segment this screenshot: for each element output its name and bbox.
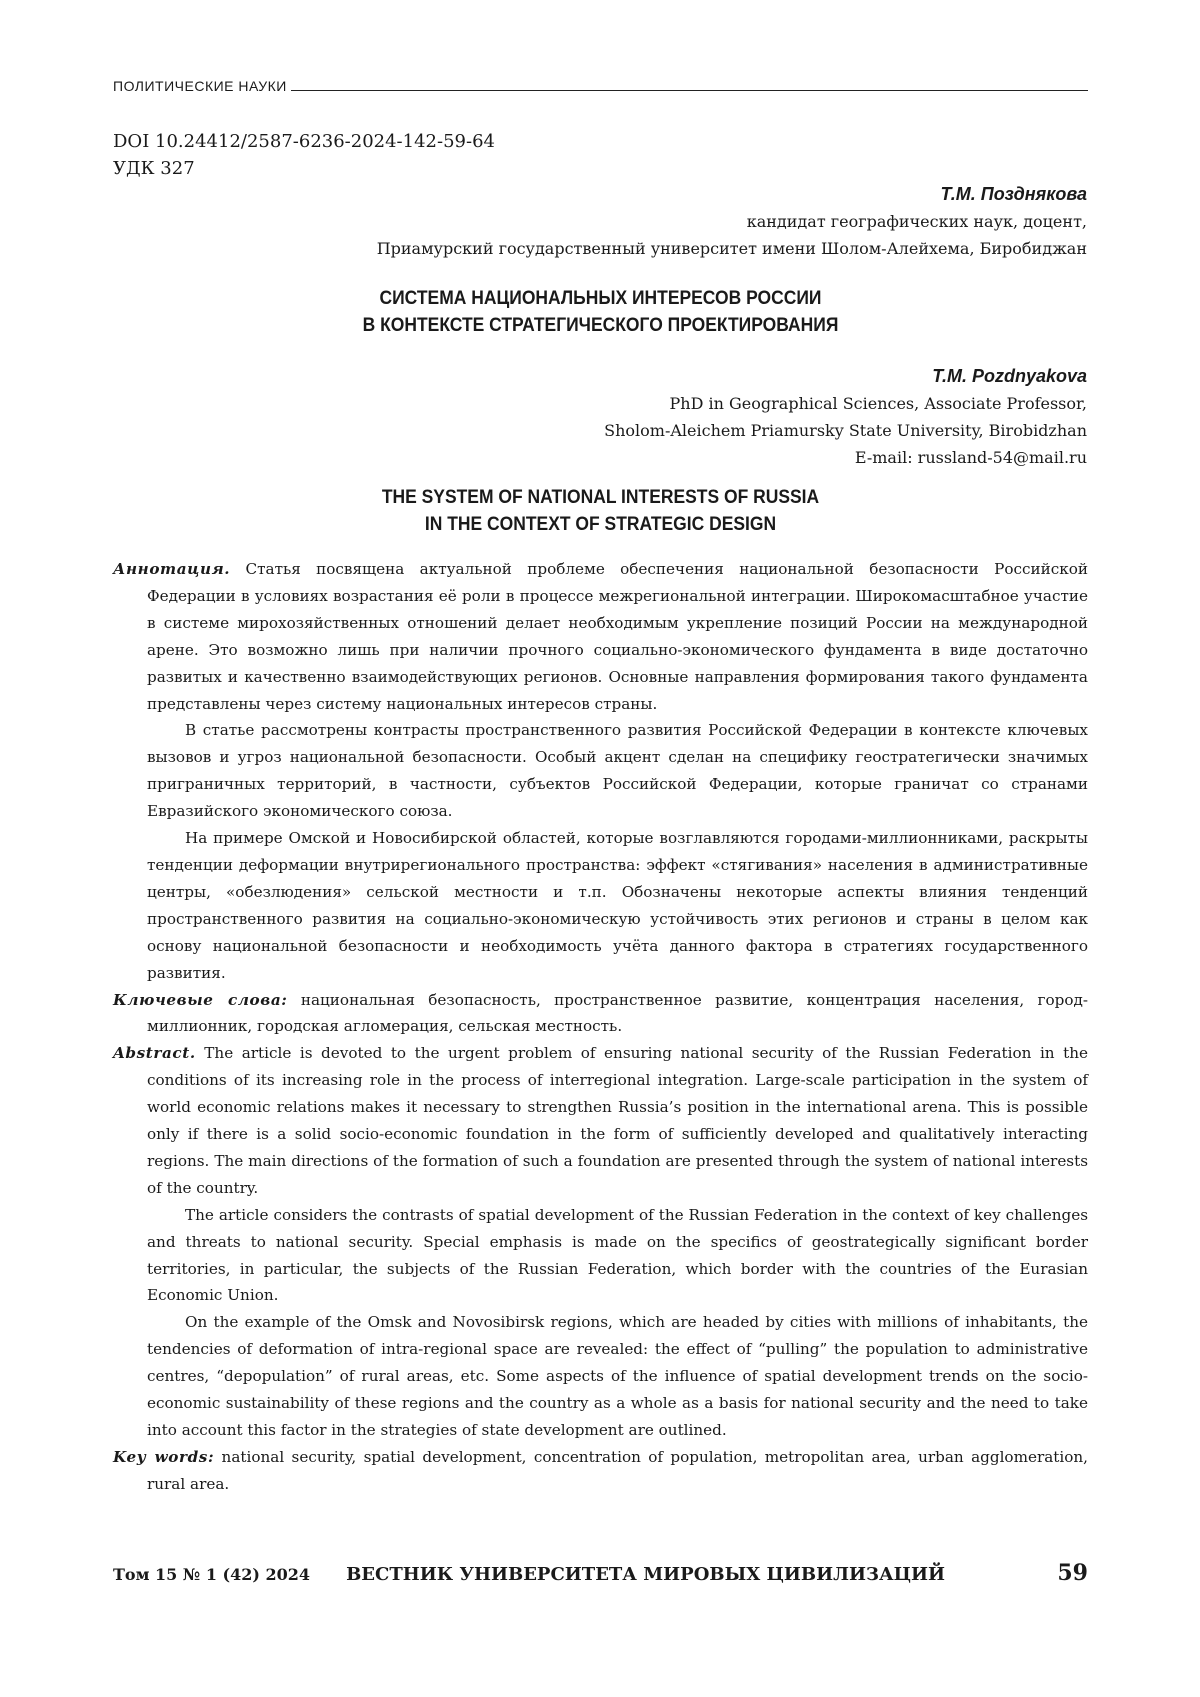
title-en-line-1: THE SYSTEM OF NATIONAL INTERESTS OF RUSSIA [381,487,820,508]
author-degree-en: PhD in Geographical Sciences, Associate Professor, [669,394,1087,413]
abstract-paragraph-1 [113,1040,1088,1201]
abstract-label: Abstract. [113,1044,196,1063]
annotation-paragraph-3: На примере Омской и Новосибирской областей, которые возглавляются городами-миллионниками, раскрыты тенденции деформации внутрирегионального пространства: эффект «стягивания» населения в административные центры, «обезлюдения» сельской местности и т.п. Обозначены некоторые аспекты влияния тенденций пространственного развития на социально-экономическую устойчивость этих регионов и страны в целом как основу национальной безопасности и необходимость учёта данного фактора в стратегиях государственного развития. [147,829,1088,982]
title-en-line-2: IN THE CONTEXT OF STRATEGIC DESIGN [424,514,777,535]
issue-info: Том 15 № 1 (42) 2024 [113,1565,311,1584]
author-affiliation-en: Sholom-Aleichem Priamursky State University, Birobidzhan [604,421,1087,440]
keywords-en [113,1444,1088,1498]
running-header [113,78,1088,94]
title-ru-line-2: В КОНТЕКСТЕ СТРАТЕГИЧЕСКОГО ПРОЕКТИРОВАНИЯ [362,315,839,336]
abstract-section [113,556,1088,1498]
page-footer [113,1560,1088,1586]
header-rule [291,90,1088,91]
keywords-en-text: national security, spatial development, concentration of population, metropolitan area, urban agglomeration, rural area. [147,1447,1088,1493]
author-block-en [604,363,1087,471]
abstract-text-1: The article is devoted to the urgent problem of ensuring national security of the Russian Federation in the conditions of its increasing role in the process of interregional integration. Large-scale participation in the system of world economic relations makes it necessary to strengthen Russia’s position in the international arena. This is possible only if there is a solid socio-economic foundation in the form of sufficiently developed and qualitatively interacting regions. The main directions of the formation of such a foundation are presented through the system of national interests of the country. [147,1044,1088,1197]
article-identifiers [113,128,495,182]
keywords-ru-text: национальная безопасность, пространственное развитие, концентрация населения, город-миллионник, городская агломерация, сельская местность. [147,990,1088,1036]
annotation-label: Аннотация. [113,560,231,578]
annotation-paragraph-1 [113,556,1088,717]
article-title-en [152,484,1049,538]
annotation-paragraph-2: В статье рассмотрены контрасты пространственного развития Российской Федерации в контексте ключевых вызовов и угроз национальной безопасности. Особый акцент сделан на специфику геостратегически значимых приграничных территорий, в частности, субъектов Российской Федерации, которые граничат со странами Евразийского экономического союза. [147,721,1088,821]
author-name-en: T.M. Pozdnyakova [932,366,1087,386]
udc-code: УДК 327 [113,158,195,179]
journal-name: ВЕСТНИК УНИВЕРСИТЕТА МИРОВЫХ ЦИВИЛИЗАЦИЙ [346,1564,946,1585]
author-email: E-mail: russland-54@mail.ru [854,448,1087,467]
doi: DOI 10.24412/2587-6236-2024-142-59-64 [113,131,495,152]
keywords-ru [113,987,1088,1041]
author-affiliation-ru: Приамурский государственный университет имени Шолом-Алейхема, Биробиджан [376,239,1087,258]
annotation-text-1: Статья посвящена актуальной проблеме обеспечения национальной безопасности Российской Федерации в условиях возрастания её роли в процессе межрегиональной интеграции. Широкомасштабное участие в системе мирохозяйственных отношений делает необходимым укрепление позиций России на международной арене. Это возможно лишь при наличии прочного социально-экономического фундамента в виде достаточно развитых и качественно взаимодействующих регионов. Основные направления формирования такого фундамента представлены через систему национальных интересов страны. [147,560,1088,713]
keywords-en-label: Key words: [113,1447,215,1466]
article-title-ru [152,285,1049,339]
title-ru-line-1: СИСТЕМА НАЦИОНАЛЬНЫХ ИНТЕРЕСОВ РОССИИ [379,288,822,309]
author-name-ru: Т.М. Позднякова [940,184,1087,204]
section-name: ПОЛИТИЧЕСКИЕ НАУКИ [113,78,287,94]
abstract-paragraph-2: The article considers the contrasts of spatial development of the Russian Federation in the context of key challenges and threats to national security. Special emphasis is made on the specifics of geostrategically significant border territories, in particular, the subjects of the Russian Federation, which border with the countries of the Eurasian Economic Union. [147,1205,1088,1305]
abstract-paragraph-3: On the example of the Omsk and Novosibirsk regions, which are headed by cities with millions of inhabitants, the tendencies of deformation of intra-regional space are revealed: the effect of “pulling” the population to administrative centres, “depopulation” of rural areas, etc. Some aspects of the influence of spatial development trends on the socio-economic sustainability of these regions and the country as a whole as a basis for national security and the need to take into account this factor in the strategies of state development are outlined. [147,1313,1088,1439]
author-block-ru [377,181,1087,262]
author-degree-ru: кандидат географических наук, доцент, [746,212,1087,231]
keywords-ru-label: Ключевые слова: [113,990,288,1009]
page-number: 59 [1057,1560,1088,1586]
